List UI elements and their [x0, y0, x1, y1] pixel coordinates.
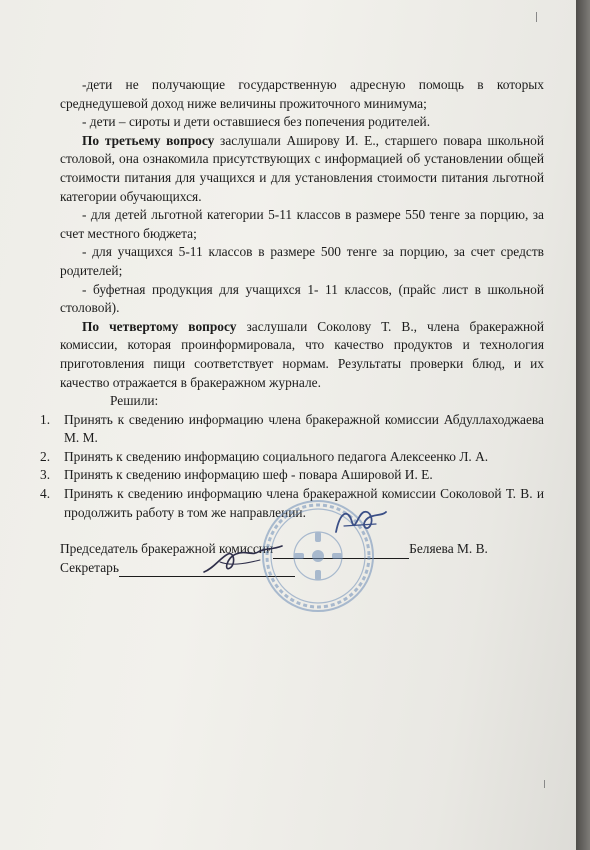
decided-heading: Решили:: [110, 393, 159, 409]
paragraph-orphans: - дети – сироты и дети оставшиеся без попечения родителей.: [82, 114, 431, 130]
paper-mark: [536, 12, 537, 22]
decision-number: 1.: [40, 411, 51, 427]
chair-name: Беляева М. В.: [409, 541, 488, 557]
third-question-text: заслушали Аширову И. Е., старшего повара школьной столовой, она ознакомила присутствующих с информацией об установлении общей стоимости питания для учащихся и для установления стоимости питания льготной категории обучающихся.: [60, 132, 544, 204]
paper-mark: [544, 780, 545, 788]
decision-item: [40, 466, 544, 485]
decision-item: [40, 411, 544, 448]
decision-text: Принять к сведению информацию члена бракеражной комиссии Абдуллаходжаева М. М.: [64, 411, 544, 446]
decision-number: 3.: [40, 467, 51, 483]
paragraph-adress-help: -дети не получающие государственную адресную помощь в которых среднедушевой доход ниже величины прожиточного минимума;: [60, 77, 544, 111]
secretary-signature-image: [200, 540, 286, 580]
fourth-question-heading: По четвертому вопросу: [82, 318, 237, 334]
secretary-label: Секретарь: [60, 559, 119, 575]
page-edge-shadow: [576, 0, 590, 850]
chair-label: Председатель бракеражной комиссии: [60, 541, 274, 557]
decision-text: Принять к сведению информацию шеф - повара Ашировой И. Е.: [64, 467, 433, 483]
paragraph-third-question: [60, 132, 544, 206]
fourth-question-text: заслушали Соколову Т. В., члена бракеражной комиссии, которая проинформировала, что качество продуктов и технология приготовления пищи соответствует нормам. Результаты проверки блюд, и их качество отражается в бракеражном журнале.: [60, 318, 544, 390]
paragraph-price-benefit: - для детей льготной категории 5-11 классов в размере 550 тенге за порцию, за счет местного бюджета;: [60, 207, 544, 241]
decision-text: Принять к сведению информацию члена бракеражной комиссии Соколовой Т. В. и продолжить работу в том же направлении.: [64, 486, 544, 520]
decision-item: [40, 448, 544, 467]
decision-number: 2.: [40, 448, 51, 464]
paragraph-fourth-question: [60, 318, 544, 392]
paragraph-price-parents: - для учащихся 5-11 классов в размере 500 тенге за порцию, за счет средств родителей;: [60, 244, 544, 278]
decision-text: Принять к сведению информацию социального педагога Алексеенко Л. А.: [64, 448, 489, 464]
chair-signature-image: [330, 502, 390, 542]
paragraph-buffet: - буфетная продукция для учащихся 1- 11 классов, (прайс лист в школьной столовой).: [60, 281, 544, 316]
decision-number: 4.: [40, 486, 51, 502]
third-question-heading: По третьему вопросу: [82, 132, 215, 148]
